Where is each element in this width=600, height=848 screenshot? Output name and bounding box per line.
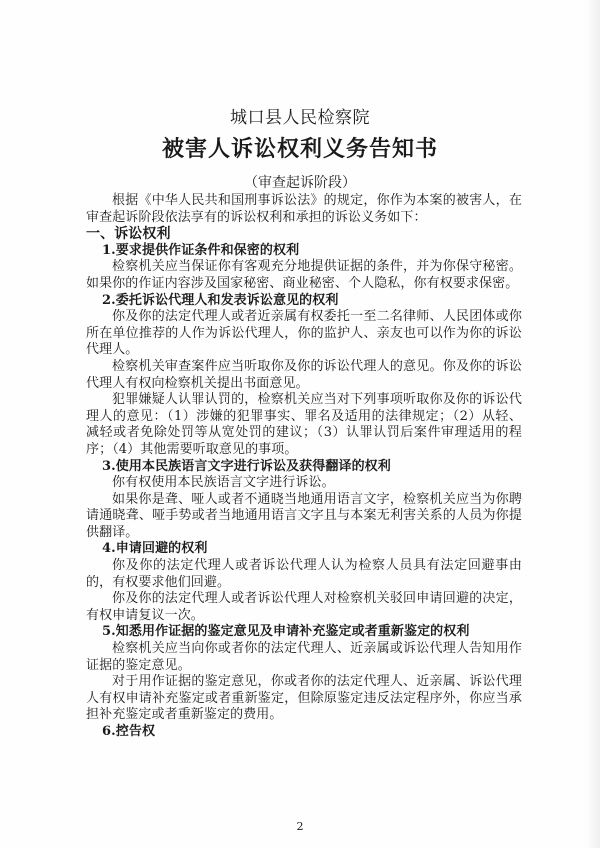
paragraph: 你及你的法定代理人或者近亲属有权委托一至二名律师、人民团体或你所在单位推荐的人作为诉讼代理人，你的监护人、亲友也可以作为你的诉讼代理人。	[86, 309, 522, 358]
stage-label: （审查起诉阶段）	[244, 175, 356, 191]
paragraph: 如果你是聋、哑人或者不通晓当地通用语言文字，检察机关应当为你聘请通晓聋、哑手势或者当地通用语言文字且与本案无利害关系的人员为你提供翻译。	[86, 491, 522, 540]
document-body	[86, 193, 522, 741]
paragraph: 检察机关应当向你或者你的法定代理人、近亲属或诉讼代理人告知用作证据的鉴定意见。	[86, 641, 522, 673]
item-heading: 4.申请回避的权利	[102, 541, 208, 557]
document-title: 被害人诉讼权利义务告知书	[161, 136, 438, 162]
item-heading: 1.要求提供作证条件和保密的权利	[102, 242, 300, 258]
item-heading: 6.控告权	[102, 724, 156, 739]
item-heading: 2.委托诉讼代理人和发表诉讼意见的权利	[102, 292, 339, 308]
paragraph: 你及你的法定代理人或者诉讼代理人认为检察人员具有法定回避事由的，有权要求他们回避。	[86, 558, 522, 590]
paragraph: 检察机关应当保证你有客观充分地提供证据的条件，并为你保守秘密。如果你的作证内容涉及国家秘密、商业秘密、个人隐私，你有权要求保密。	[86, 259, 522, 291]
paragraph: 你有权使用本民族语言文字进行诉讼。	[112, 475, 335, 491]
section-heading: 一、诉讼权利	[86, 226, 171, 243]
paragraph: 检察机关审查案件应当听取你及你的诉讼代理人的意见。你及你的诉讼代理人有权向检察机关提出书面意见。	[86, 358, 522, 391]
page-number: 2	[296, 820, 304, 833]
scan-edge-shadow	[586, 0, 600, 848]
paragraph: 犯罪嫌疑人认罪认罚的，检察机关应当对下列事项听取你及你的诉讼代理人的意见：（1）涉嫌的犯罪事实、罪名及适用的法律规定；（2）从轻、减轻或者免除处罚等从宽处罚的建议；（3）认罪认罚后案件审理适用的程序；（4）其他需要听取意见的事项。	[86, 392, 522, 457]
item-heading: 5.知悉用作证据的鉴定意见及申请补充鉴定或者重新鉴定的权利	[102, 624, 470, 640]
intro-paragraph: 根据《中华人民共和国刑事诉讼法》的规定，你作为本案的被害人，在审查起诉阶段依法享有的诉讼权利和承担的诉讼义务如下：	[86, 193, 522, 225]
issuing-organization: 城口县人民检察院	[230, 108, 370, 128]
item-heading: 3.使用本民族语言文字进行诉讼及获得翻译的权利	[102, 458, 391, 474]
paragraph: 你及你的法定代理人或者诉讼代理人对检察机关驳回申请回避的决定，有权申请复议一次。	[86, 591, 522, 623]
paragraph: 对于用作证据的鉴定意见，你或者你的法定代理人、近亲属、诉讼代理人有权申请补充鉴定或者重新鉴定，但除原鉴定违反法定程序外，你应当承担补充鉴定或者重新鉴定的费用。	[86, 674, 522, 723]
